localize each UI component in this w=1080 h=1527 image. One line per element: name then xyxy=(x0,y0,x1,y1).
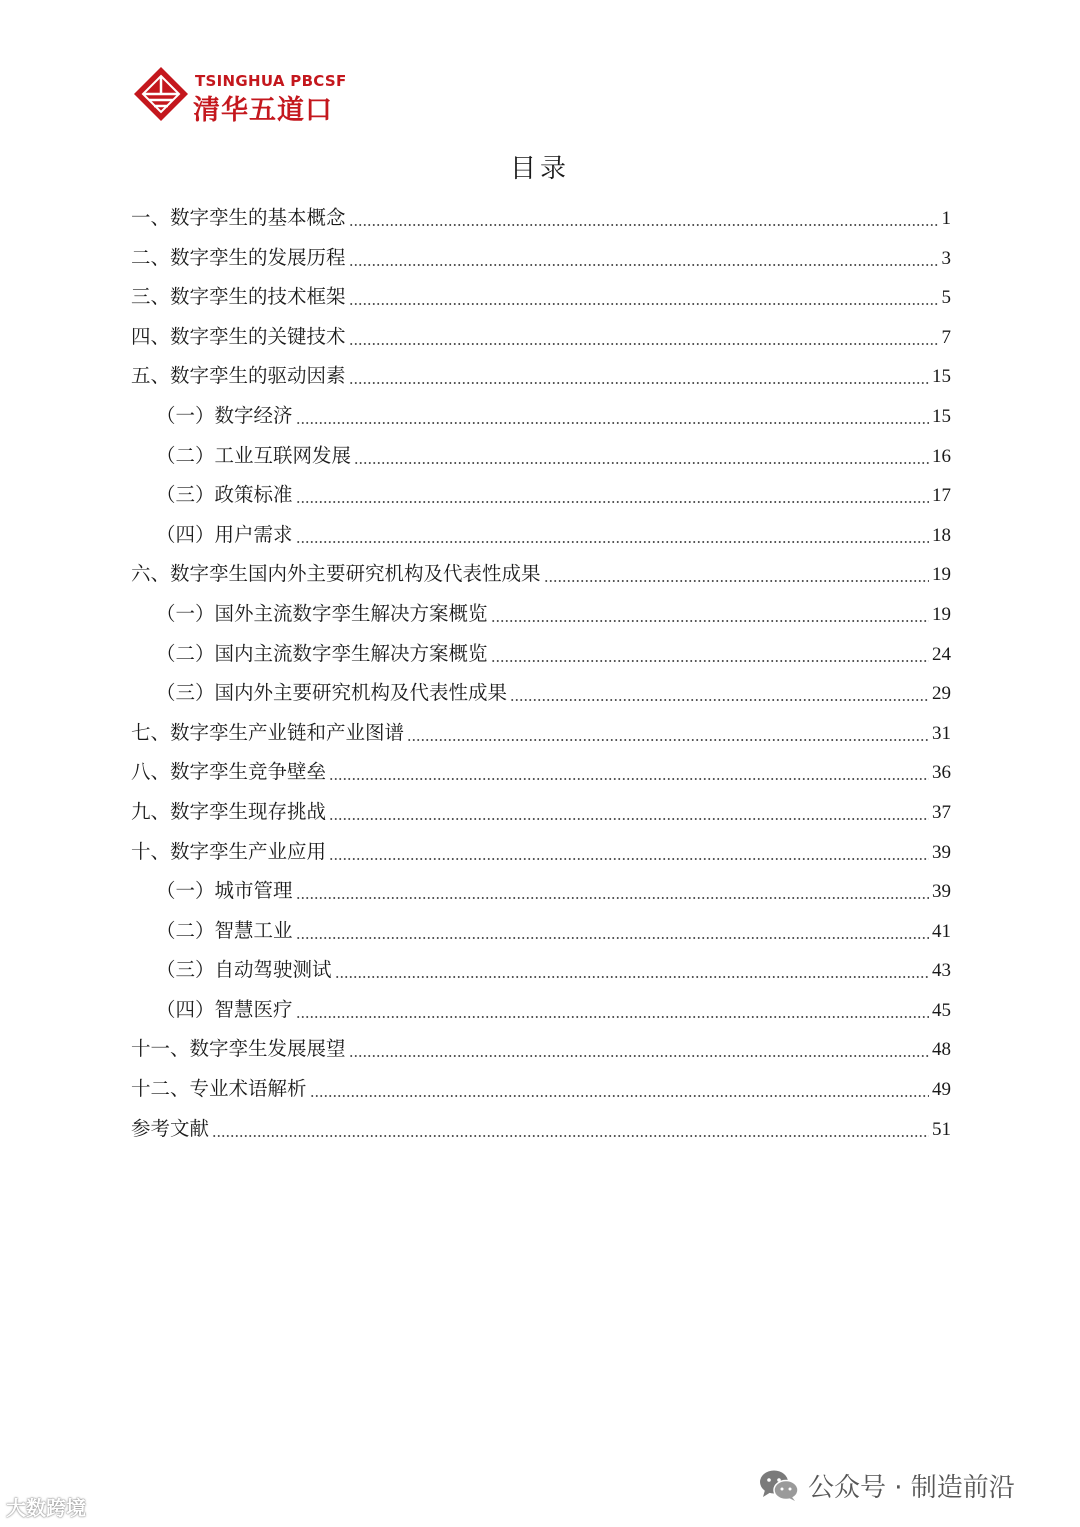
toc-entry[interactable] xyxy=(131,198,951,238)
toc-dot-leader xyxy=(349,356,929,396)
toc-entry[interactable] xyxy=(131,634,951,674)
toc-entry-page: 37 xyxy=(932,801,951,823)
toc-entry-page: 24 xyxy=(932,643,951,665)
toc-entry-page: 48 xyxy=(932,1039,951,1061)
toc-entry-page: 43 xyxy=(932,960,951,982)
toc-entry-page: 49 xyxy=(932,1079,951,1101)
toc-entry-page: 29 xyxy=(932,683,951,705)
toc-entry[interactable] xyxy=(131,871,951,911)
toc-dot-leader xyxy=(329,792,929,832)
toc-entry[interactable] xyxy=(131,911,951,951)
toc-entry[interactable] xyxy=(131,515,951,555)
toc-entry-page: 19 xyxy=(932,564,951,586)
toc-entry[interactable] xyxy=(131,990,951,1030)
watermark-right-text: 公众号 · 制造前沿 xyxy=(808,1472,1015,1503)
toc-entry-label: 五、数字孪生的驱动因素 xyxy=(131,364,346,388)
toc-entry-label: 四、数字孪生的关键技术 xyxy=(131,324,346,348)
toc-dot-leader xyxy=(510,673,929,713)
toc-entry-label: （四）用户需求 xyxy=(156,522,293,546)
toc-entry[interactable] xyxy=(131,1109,951,1149)
toc-entry-label: （一）城市管理 xyxy=(156,879,293,903)
toc-entry-page: 1 xyxy=(941,208,951,229)
toc-title: 目录 xyxy=(509,154,570,184)
toc-entry[interactable] xyxy=(131,752,951,792)
toc-entry-label: 三、数字孪生的技术框架 xyxy=(131,285,346,309)
toc-entry-page: 31 xyxy=(932,722,951,744)
toc-entry-label: 十二、专业术语解析 xyxy=(131,1077,307,1101)
toc-entry-label: （二）国内主流数字孪生解决方案概览 xyxy=(156,641,488,665)
toc-entry-page: 19 xyxy=(932,603,951,625)
toc-entry[interactable] xyxy=(131,1029,951,1069)
toc-dot-leader xyxy=(349,317,939,357)
toc-entry-label: （三）国内外主要研究机构及代表性成果 xyxy=(156,681,508,705)
toc-entry-page: 18 xyxy=(932,524,951,546)
toc-dot-leader xyxy=(544,554,929,594)
toc-dot-leader xyxy=(329,832,929,872)
toc-dot-leader xyxy=(212,1109,929,1149)
toc-entry[interactable] xyxy=(131,594,951,634)
toc-list xyxy=(131,198,951,1148)
toc-entry-label: 十一、数字孪生发展展望 xyxy=(131,1037,346,1061)
toc-entry-page: 36 xyxy=(932,762,951,784)
toc-entry[interactable] xyxy=(131,277,951,317)
toc-dot-leader xyxy=(407,713,929,753)
toc-entry-page: 17 xyxy=(932,485,951,507)
toc-entry-label: （二）智慧工业 xyxy=(156,918,293,942)
toc-entry[interactable] xyxy=(131,396,951,436)
toc-dot-leader xyxy=(335,950,929,990)
toc-dot-leader xyxy=(349,1029,929,1069)
toc-entry[interactable] xyxy=(131,1069,951,1109)
watermark-left: 大数跨境 xyxy=(6,1496,86,1520)
toc-entry-page: 7 xyxy=(941,326,951,348)
toc-entry-page: 15 xyxy=(932,405,951,427)
toc-entry-label: 十、数字孪生产业应用 xyxy=(131,839,327,863)
toc-dot-leader xyxy=(349,238,939,278)
toc-entry[interactable] xyxy=(131,238,951,278)
toc-dot-leader xyxy=(491,594,929,634)
toc-entry[interactable] xyxy=(131,832,951,872)
toc-dot-leader xyxy=(349,198,939,238)
toc-dot-leader xyxy=(310,1069,929,1109)
toc-entry-label: （二）工业互联网发展 xyxy=(156,443,352,467)
toc-dot-leader xyxy=(296,396,929,436)
toc-entry-label: （三）政策标准 xyxy=(156,483,293,507)
toc-entry-label: （一）数字经济 xyxy=(156,403,293,427)
toc-entry[interactable] xyxy=(131,950,951,990)
toc-entry[interactable] xyxy=(131,673,951,713)
toc-dot-leader xyxy=(329,752,929,792)
toc-dot-leader xyxy=(296,911,929,951)
toc-entry-page: 15 xyxy=(932,366,951,388)
logo-chinese-name: 清华五道口 xyxy=(193,95,333,126)
toc-dot-leader xyxy=(296,871,929,911)
toc-entry[interactable] xyxy=(131,436,951,476)
toc-entry-label: 一、数字孪生的基本概念 xyxy=(131,206,346,229)
toc-entry[interactable] xyxy=(131,475,951,515)
toc-entry-page: 3 xyxy=(941,247,951,269)
toc-entry-label: （四）智慧医疗 xyxy=(156,997,293,1021)
toc-entry-page: 51 xyxy=(932,1118,951,1140)
toc-entry-label: 七、数字孪生产业链和产业图谱 xyxy=(131,720,405,744)
toc-entry[interactable] xyxy=(131,317,951,357)
toc-entry[interactable] xyxy=(131,554,951,594)
toc-entry-label: 八、数字孪生竞争壁垒 xyxy=(131,760,327,784)
toc-entry[interactable] xyxy=(131,356,951,396)
toc-dot-leader xyxy=(296,515,929,555)
brand-logo xyxy=(133,66,363,126)
toc-dot-leader xyxy=(354,436,929,476)
toc-dot-leader xyxy=(491,634,929,674)
toc-dot-leader xyxy=(349,277,939,317)
toc-entry-label: （一）国外主流数字孪生解决方案概览 xyxy=(156,601,488,625)
watermark-right xyxy=(758,1465,1015,1505)
wechat-icon xyxy=(758,1468,800,1502)
toc-entry[interactable] xyxy=(131,792,951,832)
toc-dot-leader xyxy=(296,990,929,1030)
logo-english-name: TSINGHUA PBCSF xyxy=(195,72,347,90)
toc-entry-label: 六、数字孪生国内外主要研究机构及代表性成果 xyxy=(131,562,541,586)
toc-entry-label: 二、数字孪生的发展历程 xyxy=(131,245,346,269)
toc-entry-label: 参考文献 xyxy=(131,1116,210,1140)
toc-entry-page: 45 xyxy=(932,999,951,1021)
toc-entry-page: 39 xyxy=(932,841,951,863)
toc-entry-page: 16 xyxy=(932,445,951,467)
toc-entry[interactable] xyxy=(131,713,951,753)
toc-dot-leader xyxy=(296,475,929,515)
toc-entry-page: 41 xyxy=(932,920,951,942)
diamond-emblem-icon xyxy=(133,66,189,122)
toc-entry-label: 九、数字孪生现存挑战 xyxy=(131,799,327,823)
toc-entry-page: 5 xyxy=(941,287,951,309)
toc-entry-page: 39 xyxy=(932,881,951,903)
toc-entry-label: （三）自动驾驶测试 xyxy=(156,958,332,982)
